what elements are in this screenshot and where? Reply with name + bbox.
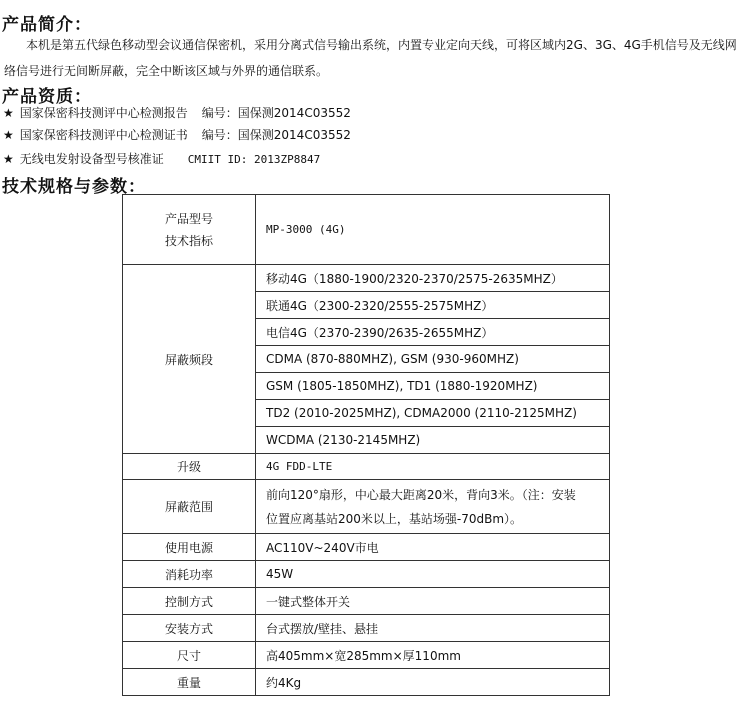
band-item: WCDMA (2130-2145MHZ) xyxy=(256,427,610,454)
table-row xyxy=(123,195,610,265)
band-item: GSM (1805-1850MHZ), TD1 (1880-1920MHZ) xyxy=(256,373,610,400)
qualification-item xyxy=(3,104,351,121)
spec-value: 45W xyxy=(256,561,610,588)
spec-value: 一键式整体开关 xyxy=(256,588,610,615)
qualification-name: 无线电发射设备型号核准证 xyxy=(19,152,164,166)
upgrade-label: 升级 xyxy=(123,454,256,480)
spec-value: 台式摆放/壁挂、悬挂 xyxy=(256,615,610,642)
bands-label: 屏蔽频段 xyxy=(123,265,256,454)
intro-heading: 产品简介： xyxy=(2,15,92,35)
spec-value: AC110V~240V市电 xyxy=(256,534,610,561)
spec-value: 约4Kg xyxy=(256,669,610,696)
spec-label: 安装方式 xyxy=(123,615,256,642)
table-row xyxy=(123,561,610,588)
upgrade-value: 4G FDD-LTE xyxy=(256,454,610,480)
qualification-item xyxy=(3,126,351,143)
spec-table xyxy=(122,194,610,696)
intro-text: 本机是第五代绿色移动型会议通信保密机，采用分离式信号输出系统，内置专业定向天线，可将区域内2G、3G、4G手机信号及无线网络信号进行无间断屏蔽，完全中断该区域与外界的通信联系。 xyxy=(4,38,737,78)
model-value: MP-3000 (4G) xyxy=(256,195,610,265)
band-item: TD2 (2010-2025MHZ), CDMA2000 (2110-2125MHZ) xyxy=(256,400,610,427)
spec-label: 使用电源 xyxy=(123,534,256,561)
qualification-name: 国家保密科技测评中心检测报告 xyxy=(19,106,188,120)
star-icon: ★ xyxy=(3,152,14,166)
table-row xyxy=(123,265,610,292)
band-item: 联通4G（2300-2320/2555-2575MHZ） xyxy=(256,292,610,319)
spec-label: 控制方式 xyxy=(123,588,256,615)
qualification-item xyxy=(3,150,320,167)
qualification-code: 编号：国保测2014C03552 xyxy=(201,128,351,142)
star-icon: ★ xyxy=(3,106,14,120)
table-row xyxy=(123,480,610,534)
spec-label: 重量 xyxy=(123,669,256,696)
table-row xyxy=(123,615,610,642)
range-text: 位置应离基站200米以上，基站场强-70dBm）。 xyxy=(266,511,523,526)
intro-paragraph xyxy=(4,32,746,84)
indicator-label: 技术指标 xyxy=(164,233,213,248)
spec-label: 消耗功率 xyxy=(123,561,256,588)
qualification-heading: 产品资质： xyxy=(2,87,92,107)
band-item: 电信4G（2370-2390/2635-2655MHZ） xyxy=(256,319,610,346)
range-text: 前向120°扇形，中心最大距离20米，背向3米。（注：安装 xyxy=(266,487,576,502)
spec-value: 高405mm×宽285mm×厚110mm xyxy=(256,642,610,669)
star-icon: ★ xyxy=(3,128,14,142)
band-item: 移动4G（1880-1900/2320-2370/2575-2635MHZ） xyxy=(256,265,610,292)
model-header-cell xyxy=(123,195,256,265)
model-label: 产品型号 xyxy=(164,211,213,226)
qualification-name: 国家保密科技测评中心检测证书 xyxy=(19,128,188,142)
range-value xyxy=(256,480,610,534)
band-item: CDMA (870-880MHZ), GSM (930-960MHZ) xyxy=(256,346,610,373)
table-row xyxy=(123,454,610,480)
qualification-code: 编号：国保测2014C03552 xyxy=(201,106,351,120)
table-row xyxy=(123,642,610,669)
qualification-code: CMIIT ID: 2013ZP8847 xyxy=(187,153,321,166)
spec-label: 尺寸 xyxy=(123,642,256,669)
table-row xyxy=(123,534,610,561)
table-row xyxy=(123,669,610,696)
table-row xyxy=(123,588,610,615)
range-label: 屏蔽范围 xyxy=(123,480,256,534)
specs-heading: 技术规格与参数： xyxy=(2,177,146,197)
